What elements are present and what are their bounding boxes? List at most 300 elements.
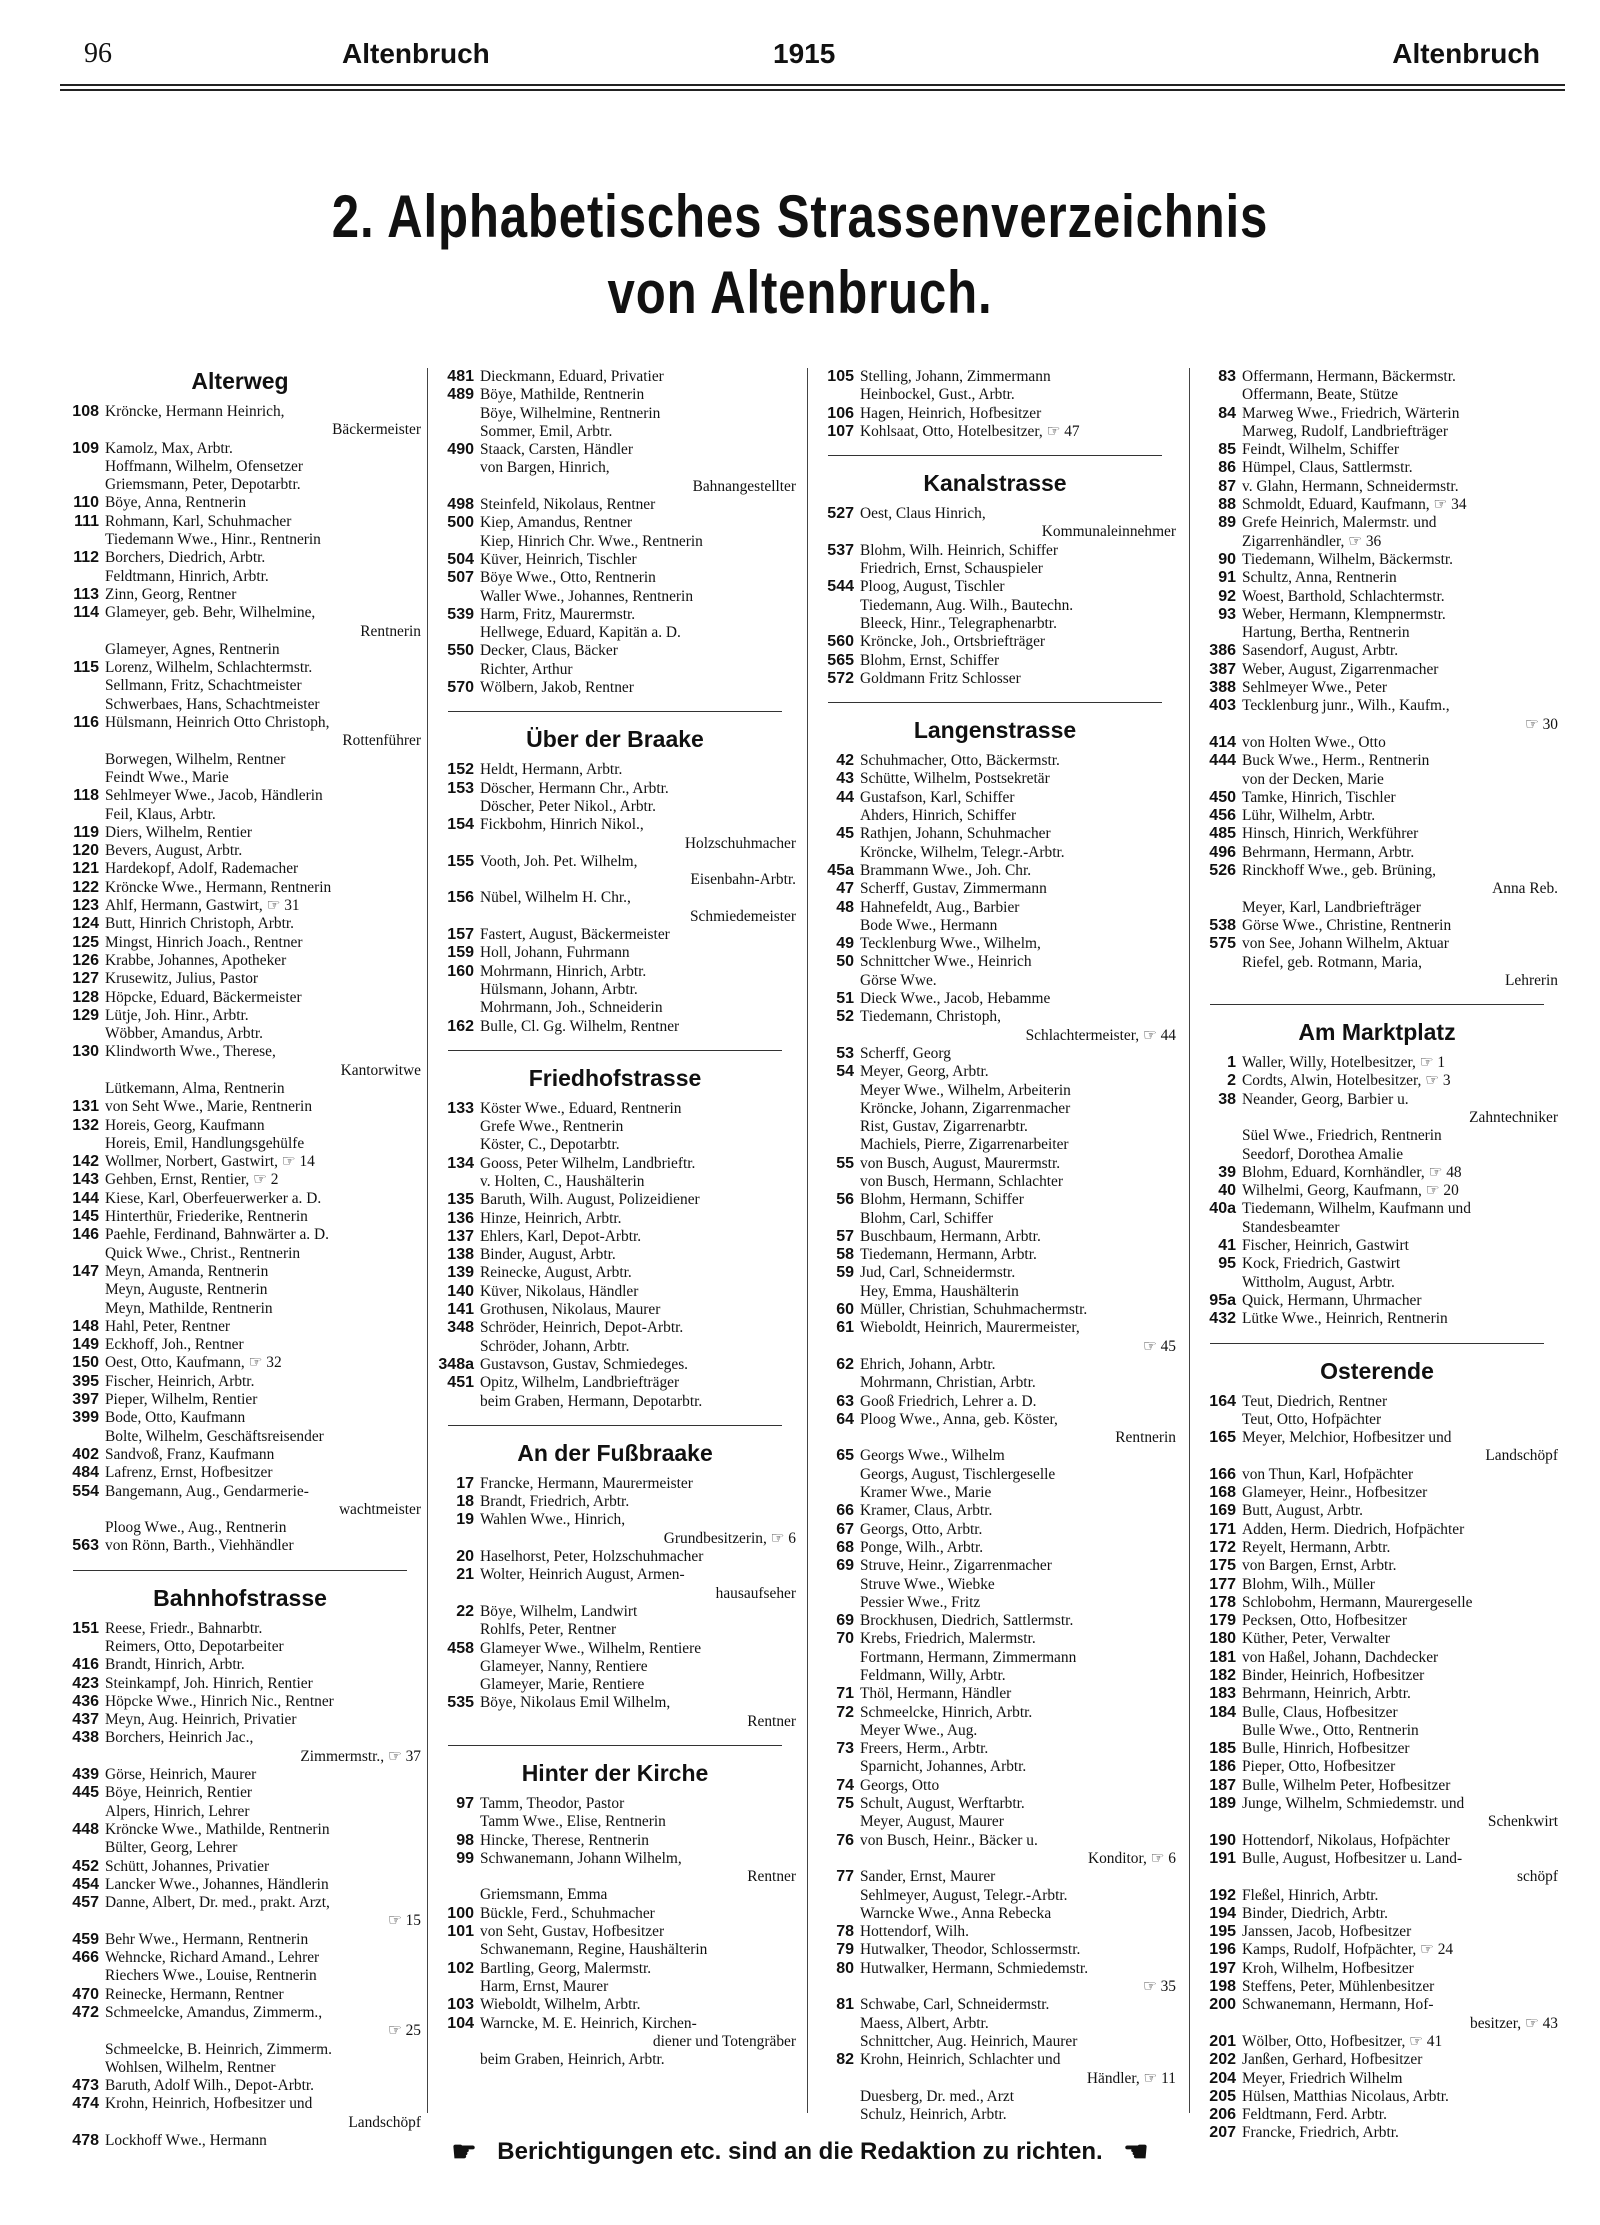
resident-text: Meyn, Aug. Heinrich, Privatier xyxy=(105,1711,297,1729)
house-number: 169 xyxy=(1209,1502,1236,1520)
resident-entry-additional: Griemsmann, Peter, Depotarbtr. xyxy=(105,476,301,494)
house-number: 201 xyxy=(1209,2032,1236,2050)
resident-text: Eckhoff, Joh., Rentner xyxy=(105,1336,244,1354)
resident-text: Holl, Johann, Fuhrmann xyxy=(480,944,630,962)
house-number: 395 xyxy=(72,1372,99,1390)
resident-text: Neander, Georg, Barbier u. xyxy=(1242,1090,1409,1108)
resident-entry-additional: Bülter, Georg, Lehrer xyxy=(105,1839,238,1857)
house-number: 148 xyxy=(72,1317,99,1335)
resident-text: Böye, Heinrich, Rentier xyxy=(105,1784,253,1802)
house-number: 20 xyxy=(456,1548,474,1566)
resident-entry-additional: Teut, Otto, Hofpächter xyxy=(1242,1410,1382,1428)
resident-text: Hinze, Heinrich, Arbtr. xyxy=(480,1209,622,1227)
resident-entry xyxy=(430,1210,800,1228)
house-number: 71 xyxy=(836,1685,854,1703)
house-number: 186 xyxy=(1209,1758,1236,1776)
house-number: 180 xyxy=(1209,1630,1236,1648)
house-number: 454 xyxy=(72,1875,99,1893)
resident-entry xyxy=(810,1264,1180,1282)
resident-entry xyxy=(1192,478,1562,496)
resident-entry xyxy=(55,787,425,805)
resident-text: Struve, Heinr., Zigarrenmacher xyxy=(860,1557,1052,1575)
resident-entry xyxy=(430,1283,800,1301)
running-header xyxy=(80,38,1560,78)
resident-entry xyxy=(810,542,1180,560)
header-right-title: Altenbruch xyxy=(1392,38,1540,69)
resident-text: Wilhelmi, Georg, Kaufmann, ☞ 20 xyxy=(1242,1182,1459,1200)
resident-text: Hahnefeldt, Aug., Barbier xyxy=(860,898,1020,916)
house-number: 78 xyxy=(836,1923,854,1941)
resident-entry xyxy=(810,1795,1180,1813)
resident-entry xyxy=(55,1318,425,1336)
resident-entry-continuation: diener und Totengräber xyxy=(652,2032,796,2050)
resident-text: Junge, Wilhelm, Schmiedemstr. und xyxy=(1242,1795,1465,1813)
house-number: 74 xyxy=(836,1776,854,1794)
resident-text: Hülsmann, Heinrich Otto Christoph, xyxy=(105,714,330,732)
resident-text: Krohn, Heinrich, Schlachter und xyxy=(860,2051,1061,2069)
resident-entry-additional: Rohlfs, Peter, Rentner xyxy=(480,1621,617,1639)
resident-entry xyxy=(810,1393,1180,1411)
resident-text: Blohm, Eduard, Kornhändler, ☞ 48 xyxy=(1242,1163,1462,1181)
header-rule-bottom xyxy=(60,89,1565,91)
resident-text: Schröder, Heinrich, Depot-Arbtr. xyxy=(480,1319,684,1337)
resident-entry xyxy=(55,860,425,878)
resident-entry xyxy=(1192,368,1562,386)
resident-entry xyxy=(810,1045,1180,1063)
house-number: 414 xyxy=(1209,733,1236,751)
resident-entry xyxy=(1192,697,1562,715)
resident-entry xyxy=(1192,1630,1562,1648)
resident-text: Grothusen, Nikolaus, Maurer xyxy=(480,1301,661,1319)
house-number: 104 xyxy=(447,2014,474,2032)
house-number: 127 xyxy=(72,970,99,988)
street-heading: Alterweg xyxy=(191,368,289,394)
street-heading: Kanalstrasse xyxy=(923,470,1067,497)
resident-text: Gustavson, Gustav, Schmiedeges. xyxy=(480,1355,689,1373)
house-number: 570 xyxy=(447,679,474,697)
house-number: 197 xyxy=(1209,1959,1236,1977)
house-number: 115 xyxy=(73,659,99,677)
resident-text: Tiedemann, Wilhelm, Bäckermstr. xyxy=(1242,550,1453,568)
resident-text: Brammann Wwe., Joh. Chr. xyxy=(860,861,1032,879)
house-number: 204 xyxy=(1209,2069,1236,2087)
resident-entry xyxy=(1192,551,1562,569)
resident-entry xyxy=(430,642,800,660)
resident-entry xyxy=(55,897,425,915)
house-number: 22 xyxy=(456,1602,474,1620)
house-number: 535 xyxy=(447,1694,474,1712)
resident-entry-additional: Offermann, Beate, Stütze xyxy=(1242,386,1399,404)
footer-text: Berichtigungen etc. sind an die Redaktion zu richten. xyxy=(497,2138,1103,2165)
house-number: 182 xyxy=(1209,1667,1236,1684)
resident-text: Sandvoß, Franz, Kaufmann xyxy=(105,1445,275,1463)
resident-text: Opitz, Wilhelm, Landbriefträger xyxy=(480,1374,680,1392)
directory-column-3 xyxy=(810,368,1180,2124)
resident-text: Paehle, Ferdinand, Bahnwärter a. D. xyxy=(105,1226,329,1244)
resident-text: Tamm, Theodor, Pastor xyxy=(480,1795,625,1812)
resident-text: Blohm, Ernst, Schiffer xyxy=(860,651,1000,669)
resident-text: Tecklenburg Wwe., Wilhelm, xyxy=(860,935,1041,953)
resident-text: Meyn, Amanda, Rentnerin xyxy=(105,1262,269,1280)
resident-text: Steinfeld, Nikolaus, Rentner xyxy=(480,496,656,514)
resident-entry xyxy=(1192,1850,1562,1868)
resident-entry-additional: Sparnicht, Johannes, Arbtr. xyxy=(860,1758,1027,1776)
resident-entry xyxy=(1192,679,1562,697)
resident-entry xyxy=(430,496,800,514)
resident-text: Sander, Ernst, Maurer xyxy=(860,1868,996,1886)
street-heading: Friedhofstrasse xyxy=(528,1064,702,1091)
resident-text: von Holten Wwe., Otto xyxy=(1242,733,1386,751)
house-number: 156 xyxy=(447,889,474,907)
resident-entry-additional: Sehlmeyer, August, Telegr.-Arbtr. xyxy=(860,1886,1068,1904)
column-separator xyxy=(427,368,428,2113)
house-number: 563 xyxy=(72,1537,99,1555)
house-number: 89 xyxy=(1218,514,1236,532)
house-number: 95a xyxy=(1209,1291,1236,1309)
house-number: 61 xyxy=(836,1319,854,1337)
house-number: 185 xyxy=(1209,1740,1236,1758)
resident-entry xyxy=(430,1850,800,1868)
resident-text: Küver, Heinrich, Tischler xyxy=(480,550,637,568)
house-number: 19 xyxy=(456,1511,474,1529)
resident-entry xyxy=(1192,1054,1562,1072)
resident-entry-additional: Machiels, Pierre, Zigarrenarbeiter xyxy=(860,1136,1069,1154)
resident-entry-additional: Horeis, Emil, Handlungsgehülfe xyxy=(105,1134,305,1152)
house-number: 57 xyxy=(836,1227,854,1245)
resident-entry xyxy=(1192,1429,1562,1447)
resident-entry-additional: Schröder, Johann, Arbtr. xyxy=(480,1337,630,1355)
resident-text: Sehlmeyer Wwe., Jacob, Händlerin xyxy=(105,787,323,805)
resident-text: Baruth, Wilh. August, Polizeidiener xyxy=(480,1191,700,1209)
resident-entry-additional: Alpers, Hinrich, Lehrer xyxy=(105,1802,250,1820)
house-number: 560 xyxy=(827,633,854,651)
resident-entry-continuation: Konditor, ☞ 6 xyxy=(1088,1849,1176,1867)
header-rule-top xyxy=(60,84,1565,86)
house-number: 136 xyxy=(447,1209,474,1227)
resident-text: Georgs, Otto, Arbtr. xyxy=(860,1520,983,1538)
resident-entry-additional: Wittholm, August, Arbtr. xyxy=(1242,1273,1395,1291)
resident-text: Feindt, Wilhelm, Schiffer xyxy=(1242,441,1399,459)
resident-entry-additional: Süel Wwe., Friedrich, Rentnerin xyxy=(1242,1127,1442,1145)
resident-entry-additional: von der Decken, Marie xyxy=(1242,770,1384,788)
resident-text: Tiedemann, Hermann, Arbtr. xyxy=(860,1246,1037,1264)
resident-text: Schmeelcke, Amandus, Zimmerm., xyxy=(105,2003,323,2021)
house-number: 114 xyxy=(73,604,99,622)
resident-entry-continuation: Landschöpf xyxy=(1485,1447,1558,1465)
resident-entry xyxy=(810,1923,1180,1941)
resident-entry xyxy=(810,935,1180,953)
resident-text: Rohmann, Karl, Schuhmacher xyxy=(105,512,292,530)
resident-text: Rathjen, Johann, Schuhmacher xyxy=(860,825,1051,843)
resident-entry xyxy=(810,899,1180,917)
resident-entry-additional: Riechers Wwe., Louise, Rentnerin xyxy=(105,1967,317,1985)
house-number: 172 xyxy=(1209,1538,1236,1556)
resident-entry xyxy=(430,514,800,532)
resident-entry xyxy=(430,386,800,404)
house-number: 62 xyxy=(836,1355,854,1373)
house-number: 192 xyxy=(1209,1886,1236,1904)
resident-entry xyxy=(1192,1200,1562,1218)
resident-entry xyxy=(55,1675,425,1693)
house-number: 565 xyxy=(827,651,854,669)
house-number: 99 xyxy=(456,1849,474,1867)
resident-entry-additional: Feil, Klaus, Arbtr. xyxy=(105,805,216,823)
resident-entry xyxy=(430,1228,800,1246)
resident-text: Fischer, Heinrich, Gastwirt xyxy=(1242,1237,1409,1255)
resident-text: Görse, Heinrich, Maurer xyxy=(105,1766,257,1784)
resident-entry xyxy=(810,1941,1180,1959)
resident-entry xyxy=(430,569,800,587)
resident-entry xyxy=(430,606,800,624)
house-number: 69 xyxy=(836,1557,854,1575)
house-number: 402 xyxy=(72,1445,99,1463)
resident-entry-additional: Lütkemann, Alma, Rentnerin xyxy=(105,1079,285,1097)
house-number: 111 xyxy=(74,512,99,530)
house-number: 146 xyxy=(72,1226,99,1244)
resident-entry xyxy=(430,1548,800,1566)
resident-entry xyxy=(55,1409,425,1427)
resident-text: Wölber, Otto, Hofbesitzer, ☞ 41 xyxy=(1242,2032,1443,2050)
resident-entry xyxy=(55,1153,425,1171)
section-divider xyxy=(828,455,1162,456)
house-number: 183 xyxy=(1209,1685,1236,1703)
resident-text: Hinsch, Hinrich, Werkführer xyxy=(1242,825,1419,843)
resident-text: Kiese, Karl, Oberfeuerwerker a. D. xyxy=(105,1189,322,1207)
resident-entry-continuation: Rentnerin xyxy=(1115,1429,1176,1447)
resident-entry xyxy=(430,1155,800,1173)
house-number: 120 xyxy=(72,842,99,860)
resident-text: Ahlf, Hermann, Gastwirt, ☞ 31 xyxy=(105,897,300,915)
resident-text: Klindworth Wwe., Therese, xyxy=(105,1043,276,1061)
house-number: 91 xyxy=(1218,569,1236,587)
resident-entry xyxy=(1192,1072,1562,1090)
house-number: 76 xyxy=(836,1831,854,1849)
resident-entry xyxy=(430,1319,800,1337)
resident-text: Meyer, Melchior, Hofbesitzer und xyxy=(1242,1429,1452,1447)
house-number: 44 xyxy=(836,788,854,806)
resident-entry-additional: von Busch, Hermann, Schlachter xyxy=(860,1172,1064,1190)
resident-text: Meyer, Friedrich Wilhelm xyxy=(1242,2069,1403,2087)
house-number: 60 xyxy=(836,1301,854,1319)
resident-entry xyxy=(1192,2033,1562,2051)
house-number: 200 xyxy=(1209,1996,1236,2014)
resident-entry xyxy=(55,1821,425,1839)
house-number: 134 xyxy=(447,1154,474,1172)
resident-entry xyxy=(1192,862,1562,880)
resident-text: von See, Johann Wilhelm, Aktuar xyxy=(1242,935,1449,953)
house-number: 75 xyxy=(836,1795,854,1813)
resident-text: Hottendorf, Wilh. xyxy=(860,1923,969,1941)
house-number: 386 xyxy=(1209,642,1236,660)
resident-text: Kramer, Claus, Arbtr. xyxy=(860,1502,993,1520)
street-heading: Bahnhofstrasse xyxy=(153,1584,327,1611)
resident-entry xyxy=(55,1784,425,1802)
resident-text: Schwanemann, Hermann, Hof- xyxy=(1242,1996,1434,2014)
street-heading: Über der Braake xyxy=(526,726,704,753)
resident-entry-additional: Meyn, Auguste, Rentnerin xyxy=(105,1281,268,1299)
resident-entry xyxy=(430,1511,800,1529)
house-number: 86 xyxy=(1218,459,1236,477)
resident-text: Meyer, Georg, Arbtr. xyxy=(860,1063,989,1081)
resident-entry xyxy=(1192,1996,1562,2014)
house-number: 83 xyxy=(1218,368,1236,385)
house-number: 39 xyxy=(1218,1163,1236,1181)
resident-text: Wieboldt, Heinrich, Maurermeister, xyxy=(860,1319,1080,1337)
resident-entry-continuation: Rentner xyxy=(747,1712,796,1730)
resident-text: Horeis, Georg, Kaufmann xyxy=(105,1116,265,1134)
resident-text: Reyelt, Hermann, Arbtr. xyxy=(1242,1538,1391,1556)
house-number: 399 xyxy=(72,1409,99,1427)
resident-entry-additional: Tiedemann, Aug. Wilh., Bautechn. xyxy=(860,596,1074,614)
resident-entry xyxy=(1192,1941,1562,1959)
resident-text: Quick, Hermann, Uhrmacher xyxy=(1242,1291,1422,1309)
house-number: 108 xyxy=(72,403,99,420)
resident-text: Butt, Hinrich Christoph, Arbtr. xyxy=(105,915,294,933)
house-number: 438 xyxy=(72,1729,99,1747)
resident-entry xyxy=(1192,1576,1562,1594)
house-number: 459 xyxy=(72,1930,99,1948)
resident-entry-additional: Duesberg, Dr. med., Arzt xyxy=(860,2087,1015,2105)
resident-entry xyxy=(1192,1978,1562,1996)
resident-entry xyxy=(1192,789,1562,807)
house-number: 496 xyxy=(1209,843,1236,861)
resident-entry xyxy=(1192,1960,1562,1978)
resident-entry xyxy=(810,633,1180,651)
resident-entry-additional: Hellwege, Eduard, Kapitän a. D. xyxy=(480,624,681,642)
resident-entry xyxy=(1192,1667,1562,1685)
resident-text: Diers, Wilhelm, Rentier xyxy=(105,823,252,841)
house-number: 450 xyxy=(1209,788,1236,806)
resident-entry-additional: Fortmann, Hermann, Zimmermann xyxy=(860,1648,1077,1666)
house-number: 87 xyxy=(1218,477,1236,495)
house-number: 42 xyxy=(836,752,854,770)
house-number: 131 xyxy=(72,1098,99,1116)
resident-entry xyxy=(1192,2106,1562,2124)
resident-text: Ehlers, Karl, Depot-Arbtr. xyxy=(480,1227,642,1245)
resident-entry-additional: Bleeck, Hinr., Telegraphenarbtr. xyxy=(860,614,1057,632)
pointing-hand-right-icon: ☛ xyxy=(451,2136,477,2167)
resident-entry xyxy=(1192,2088,1562,2106)
resident-text: Wollmer, Norbert, Gastwirt, ☞ 14 xyxy=(105,1153,315,1171)
resident-entry xyxy=(810,862,1180,880)
resident-text: Glameyer, Heinr., Hofbesitzer xyxy=(1242,1484,1428,1502)
resident-entry-additional: Sellmann, Fritz, Schachtmeister xyxy=(105,677,302,695)
resident-entry xyxy=(1192,1182,1562,1200)
house-number: 17 xyxy=(456,1474,474,1492)
house-number: 130 xyxy=(72,1043,99,1061)
house-number: 143 xyxy=(72,1171,99,1189)
resident-entry xyxy=(55,1263,425,1281)
resident-entry-continuation: hausaufseher xyxy=(715,1584,796,1602)
resident-text: Wölbern, Jakob, Rentner xyxy=(480,679,634,697)
resident-entry xyxy=(810,368,1180,386)
resident-text: Tiedemann, Christoph, xyxy=(860,1008,1001,1026)
resident-entry-continuation: Schlachtermeister, ☞ 44 xyxy=(1025,1026,1176,1044)
resident-text: Kröncke Wwe., Hermann, Rentnerin xyxy=(105,878,332,896)
resident-entry-continuation: Zahntechniker xyxy=(1469,1108,1558,1126)
resident-entry-continuation: besitzer, ☞ 43 xyxy=(1470,2014,1558,2032)
resident-entry xyxy=(430,1191,800,1209)
resident-text: Böye Wwe., Otto, Rentnerin xyxy=(480,569,656,587)
resident-entry xyxy=(810,789,1180,807)
resident-entry-additional: Maess, Albert, Arbtr. xyxy=(860,2014,989,2032)
house-number: 56 xyxy=(836,1191,854,1209)
resident-text: Weber, August, Zigarrenmacher xyxy=(1242,660,1439,678)
resident-entry xyxy=(1192,1905,1562,1923)
resident-entry xyxy=(430,368,800,386)
street-heading: Am Marktplatz xyxy=(1298,1019,1456,1046)
house-number: 69 xyxy=(836,1612,854,1630)
resident-entry-continuation: Kommunaleinnehmer xyxy=(1041,523,1176,541)
resident-text: Bückle, Ferd., Schuhmacher xyxy=(480,1904,655,1922)
resident-entry xyxy=(430,816,800,834)
house-number: 54 xyxy=(836,1063,854,1081)
resident-text: Baruth, Adolf Wilh., Depot-Arbtr. xyxy=(105,2077,314,2095)
resident-entry xyxy=(810,1868,1180,1886)
resident-text: Woest, Barthold, Schlachtermstr. xyxy=(1242,587,1445,605)
resident-entry-additional: Glameyer, Marie, Rentiere xyxy=(480,1676,645,1694)
resident-entry-continuation: ☞ 15 xyxy=(387,1912,421,1930)
house-number: 72 xyxy=(836,1703,854,1721)
resident-text: Ehrich, Johann, Arbtr. xyxy=(860,1355,996,1373)
house-number: 189 xyxy=(1209,1795,1236,1813)
resident-text: Pieper, Otto, Hofbesitzer xyxy=(1242,1758,1396,1776)
resident-entry xyxy=(1192,459,1562,477)
house-number: 50 xyxy=(836,953,854,971)
house-number: 152 xyxy=(447,761,474,779)
resident-entry-additional: Warncke Wwe., Anna Rebecka xyxy=(860,1904,1052,1922)
resident-text: Steinkampf, Joh. Hinrich, Rentier xyxy=(105,1674,313,1692)
resident-entry xyxy=(430,1795,800,1813)
resident-text: Ploog Wwe., Anna, geb. Köster, xyxy=(860,1410,1058,1428)
house-number: 196 xyxy=(1209,1941,1236,1959)
resident-entry xyxy=(430,1566,800,1584)
house-number: 45a xyxy=(827,861,854,879)
resident-text: Scherff, Gustav, Zimmermann xyxy=(860,880,1047,898)
resident-text: Stelling, Johann, Zimmermann xyxy=(860,368,1051,385)
house-number: 107 xyxy=(827,422,854,440)
resident-entry-additional: Wöbber, Amandus, Arbtr. xyxy=(105,1025,263,1043)
house-number: 397 xyxy=(72,1391,99,1409)
house-number: 550 xyxy=(447,642,474,660)
resident-entry-continuation: Händler, ☞ 11 xyxy=(1086,2069,1176,2087)
resident-entry xyxy=(810,953,1180,971)
resident-text: Reinecke, August, Arbtr. xyxy=(480,1264,632,1282)
house-number: 119 xyxy=(73,823,99,841)
house-number: 198 xyxy=(1209,1978,1236,1996)
house-number: 122 xyxy=(72,878,99,896)
house-number: 59 xyxy=(836,1264,854,1282)
resident-text: Böye, Anna, Rentnerin xyxy=(105,494,247,512)
resident-text: Fischer, Heinrich, Arbtr. xyxy=(105,1372,255,1390)
house-number: 132 xyxy=(72,1116,99,1134)
resident-text: Schmoldt, Eduard, Kaufmann, ☞ 34 xyxy=(1242,496,1467,514)
house-number: 63 xyxy=(836,1392,854,1410)
house-number: 82 xyxy=(836,2051,854,2069)
resident-entry xyxy=(1192,1466,1562,1484)
resident-entry-continuation: Rentnerin xyxy=(360,622,421,640)
resident-text: Fastert, August, Bäckermeister xyxy=(480,926,670,944)
resident-text: Hahl, Peter, Rentner xyxy=(105,1317,231,1335)
house-number: 105 xyxy=(827,368,854,385)
resident-text: Teut, Diedrich, Rentner xyxy=(1242,1392,1388,1410)
resident-entry xyxy=(55,934,425,952)
resident-text: Hinterthür, Friederike, Rentnerin xyxy=(105,1208,308,1226)
resident-entry xyxy=(430,1100,800,1118)
resident-entry xyxy=(55,494,425,512)
resident-text: von Haßel, Johann, Dachdecker xyxy=(1242,1648,1439,1666)
house-number: 159 xyxy=(447,944,474,962)
